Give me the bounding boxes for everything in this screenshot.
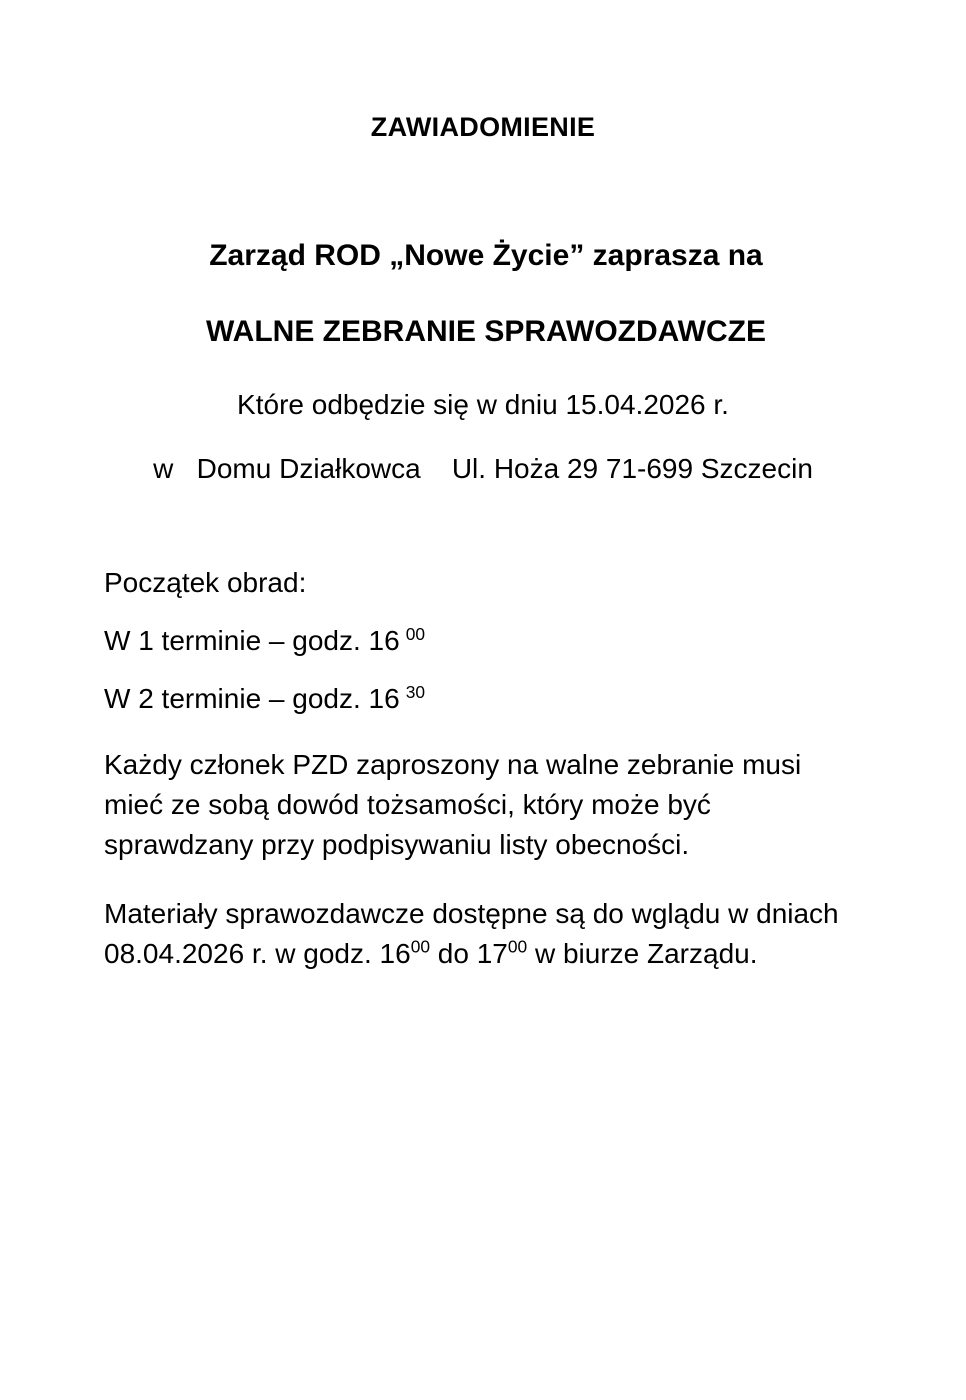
invitation-line: Zarząd ROD „Nowe Życie” zaprasza na — [209, 239, 763, 272]
materials-text-2: do 17 — [430, 938, 508, 969]
agenda-header: Początek obrad: — [104, 567, 307, 598]
term-2-line — [104, 657, 862, 715]
materials-paragraph — [104, 864, 862, 974]
term-2-text: W 2 terminie – godz. 16 — [104, 683, 400, 714]
meeting-place-line: w Domu Działkowca Ul. Hoża 29 71-699 Szczecin — [153, 453, 813, 484]
page-title: ZAWIADOMIENIE — [370, 112, 596, 142]
materials-minutes-2: 00 — [507, 936, 528, 957]
materials-text-3: w biurze Zarządu. — [527, 938, 758, 969]
term-1-line — [104, 599, 862, 657]
identity-paragraph: Każdy członek PZD zaproszony na walne zebranie musi mieć ze sobą dowód tożsamości, który może być sprawdzany przy podpisywaniu listy obecności. — [104, 749, 802, 860]
materials-minutes-1: 00 — [410, 936, 430, 957]
meeting-date-line: Które odbędzie się w dniu 15.04.2026 r. — [237, 389, 729, 420]
materials-text-1: Materiały sprawozdawcze dostępne są do wglądu w dniach 08.04.2026 r. w godz. 16 — [104, 898, 839, 969]
title-spacer — [104, 143, 862, 239]
agenda-block — [104, 485, 862, 974]
term-2-minutes: 30 — [405, 681, 426, 702]
term-1-text: W 1 terminie – godz. 16 — [104, 625, 400, 656]
term-1-minutes: 00 — [405, 623, 426, 644]
meeting-name: WALNE ZEBRANIE SPRAWOZDAWCZE — [206, 315, 766, 348]
